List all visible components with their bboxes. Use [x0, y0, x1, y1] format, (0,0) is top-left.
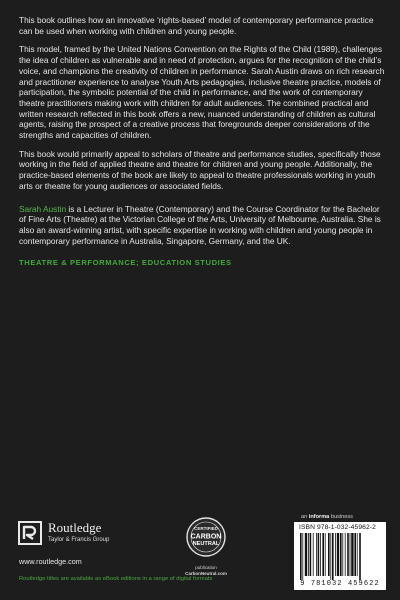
informa-suffix: business — [329, 514, 353, 520]
carbon-badge-line1: CERTIFIED — [194, 526, 218, 531]
carbon-badge-line3: NEUTRAL — [192, 541, 220, 547]
informa-brand: informa — [308, 514, 330, 520]
publisher-url: www.routledge.com — [19, 557, 82, 566]
author-name: Sarah Austin — [19, 203, 67, 214]
author-bio — [19, 204, 385, 247]
informa-business — [301, 514, 353, 520]
informa-prefix: an — [301, 514, 309, 520]
author-bio-text: is a Lecturer in Theatre (Contemporary) and the Course Coordinator for the Bachelor of Fine Arts (Theatre) at the Victorian College of the Arts, University of Melbourne, Australia. She is also an award-winning artist, with specific expertise in working with children and young people in contemporary performance in Australia, Singapore, Germany, and the UK. — [19, 203, 381, 246]
publisher-group: Taylor & Francis Group — [48, 537, 110, 543]
carbon-badge-line2: CARBON — [190, 533, 222, 541]
carbon-neutral-badge — [180, 510, 232, 580]
isbn-label: ISBN 978-1-032-45962-2 — [299, 524, 376, 531]
blurb-paragraph-3: This book would primarily appeal to scholars of theatre and performance studies, specifically those working in the field of applied theatre and theatre for children and young people. Additionally, the practice-based elements of the book are likely to appeal to theatre professionals working in youth arts or theatre for young audiences or associated fields. — [19, 148, 381, 191]
routledge-mark-icon — [18, 521, 42, 545]
barcode-panel — [294, 522, 386, 590]
publisher-name: Routledge — [48, 520, 102, 535]
blurb-paragraph-1: This book outlines how an innovative ‘rights-based’ model of contemporary performance practice can be used when working with children and young people. — [19, 15, 374, 36]
carbon-site: CarbonNeutral.com — [185, 570, 227, 576]
ebook-note: Routledge titles are available as eBook editions in a range of digital formats — [19, 576, 213, 582]
barcode-icon — [300, 533, 380, 580]
publisher-logo — [18, 520, 148, 554]
carbon-neutral-icon — [180, 510, 232, 564]
blurb — [19, 15, 385, 267]
carbon-caption-line: publication — [195, 565, 217, 570]
carbon-caption — [180, 565, 232, 576]
blurb-paragraph-2: This model, framed by the United Nations Convention on the Rights of the Child (1989), challenges the idea of children as vulnerable and in need of protection, argues for the recognition of the child’s voice, and champions the creativity of children in performance. Sarah Austin draws on rich research and practitioner experience to analyse Youth Arts pedagogies, inclusive theatre practice, models of participation, the symbolic potential of the child in performance, and the work of contemporary theatre practitioners making work with children for adult audiences. The combined practical and written research reflected in this book offers a new, nuanced understanding of children as cultural agents, raising the prospect of a creative process that foregrounds deeper considerations of the strengths and capacities of children. — [19, 44, 385, 141]
barcode-digits: 9 781032 459622 — [300, 580, 380, 588]
subject-category: THEATRE & PERFORMANCE; EDUCATION STUDIES — [19, 258, 232, 268]
